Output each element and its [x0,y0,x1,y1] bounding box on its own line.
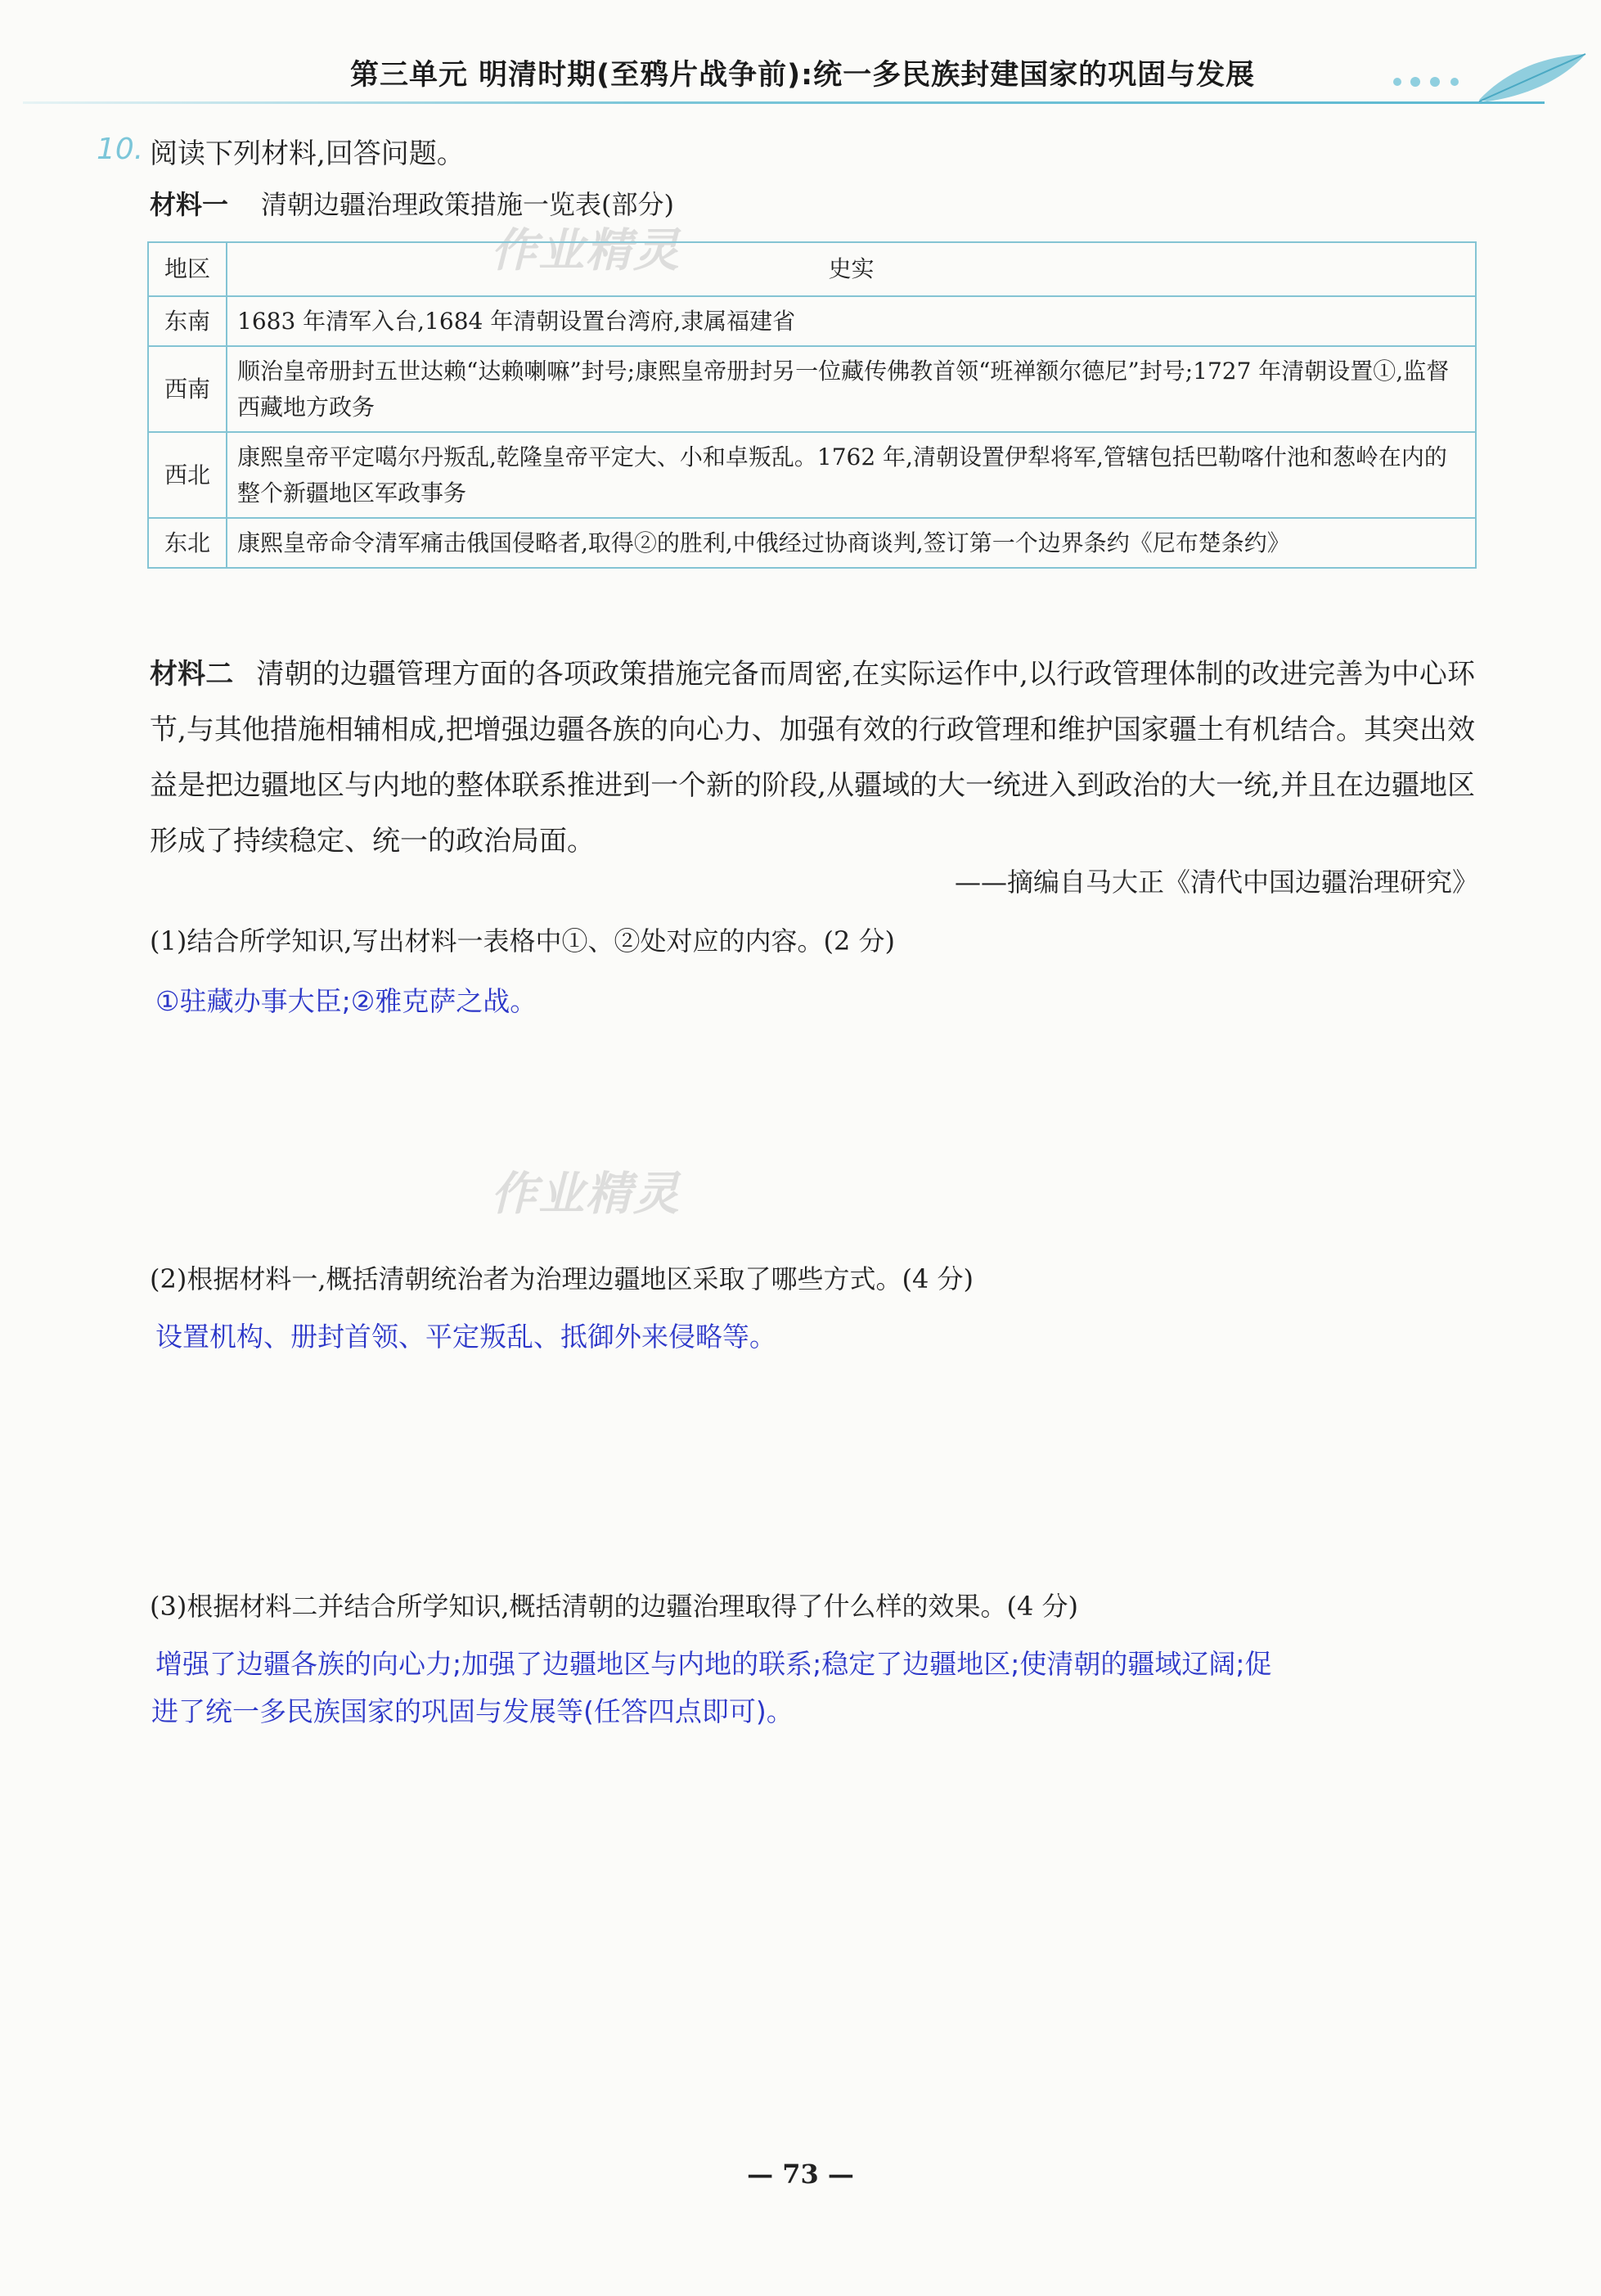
table-row [148,346,1476,432]
region-cell: 东北 [148,518,227,568]
fact-cell: 康熙皇帝平定噶尔丹叛乱,乾隆皇帝平定大、小和卓叛乱。1762 年,清朝设置伊犁将军,管辖包括巴勒喀什池和葱岭在内的整个新疆地区军政事务 [227,432,1476,518]
material1-title: 清朝边疆治理政策措施一览表(部分) [261,189,674,220]
fact-cell: 1683 年清军入台,1684 年清朝设置台湾府,隶属福建省 [227,296,1476,346]
fact-cell: 顺治皇帝册封五世达赖“达赖喇嘛”封号;康熙皇帝册封另一位藏传佛教首领“班禅额尔德尼”封号;1727 年清朝设置①,监督西藏地方政务 [227,346,1476,432]
sub-question-3: (3)根据材料二并结合所学知识,概括清朝的边疆治理取得了什么样的效果。(4 分) [150,1591,1079,1622]
material2-paragraph [150,646,1475,869]
sub-question-1: (1)结合所学知识,写出材料一表格中①、②处对应的内容。(2 分) [150,925,896,957]
question-number: 10. [97,133,144,166]
question-prompt: 阅读下列材料,回答问题。 [150,137,465,170]
watermark: 作业精灵 [491,224,681,277]
fact-cell: 康熙皇帝命令清军痛击俄国侵略者,取得②的胜利,中俄经过协商谈判,签订第一个边界条约《尼布楚条约》 [227,518,1476,568]
feather-decoration-icon [1381,49,1594,115]
table-row [148,432,1476,518]
unit-title: 第三单元 明清时期(至鸦片战争前):统一多民族封建国家的巩固与发展 [350,59,1256,92]
region-cell: 西北 [148,432,227,518]
table-row [148,518,1476,568]
material1-label: 材料一 [150,189,229,220]
material2-text: 清朝的边疆管理方面的各项政策措施完备而周密,在实际运作中,以行政管理体制的改进完善为中心环节,与其他措施相辅相成,把增强边疆各族的向心力、加强有效的行政管理和维护国家疆土有机结合。其突出效益是把边疆地区与内地的整体联系推进到一个新的阶段,从疆域的大一统进入到政治的大一统,并且在边疆地区形成了持续稳定、统一的政治局面。 [150,658,1476,858]
header-rule [23,101,1545,104]
answer-3-line2: 进了统一多民族国家的巩固与发展等(任答四点即可)。 [151,1695,794,1727]
answer-3-line1: 增强了边疆各族的向心力;加强了边疆地区与内地的联系;稳定了边疆地区;使清朝的疆域辽阔;促 [155,1648,1272,1680]
material2-source: ——摘编自马大正《清代中国边疆治理研究》 [954,867,1478,898]
column-header-fact: 史实 [227,242,1476,296]
region-cell: 西南 [148,346,227,432]
policy-table [147,241,1477,569]
page-header [23,49,1577,110]
material2-label: 材料二 [150,658,234,691]
sub-question-2: (2)根据材料一,概括清朝统治者为治理边疆地区采取了哪些方式。(4 分) [150,1263,974,1294]
watermark: 作业精灵 [491,1168,681,1221]
column-header-region: 地区 [148,242,227,296]
region-cell: 东南 [148,296,227,346]
table-row [148,296,1476,346]
page-number: — 73 — [747,2159,854,2190]
table-header-row [148,242,1476,296]
answer-2: 设置机构、册封首领、平定叛乱、抵御外来侵略等。 [155,1321,776,1353]
answer-1: ①驻藏办事大臣;②雅克萨之战。 [155,985,537,1017]
